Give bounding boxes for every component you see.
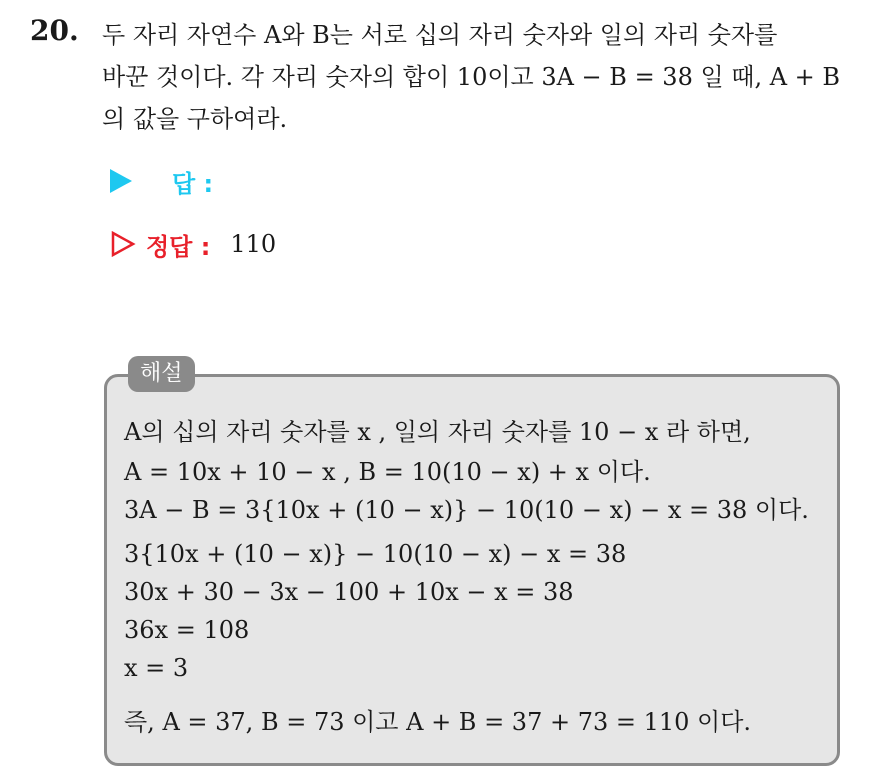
answer-row: [110, 163, 213, 199]
solution-tag: 해설: [128, 356, 195, 392]
question-line: 바꾼 것이다. 각 자리 숫자의 합이 10이고 3A − B = 38 일 때, A + B: [102, 63, 841, 91]
solution-line: 3{10x + (10 − x)} − 10(10 − x) − x = 38: [124, 540, 627, 568]
solution-line: A = 10x + 10 − x , B = 10(10 − x) + x 이다.: [124, 458, 651, 486]
question-line: 의 값을 구하여라.: [102, 105, 288, 133]
question-text: [102, 14, 872, 140]
solution-line: 30x + 30 − 3x − 100 + 10x − x = 38: [124, 578, 574, 606]
solution-line: 3A − B = 3{10x + (10 − x)} − 10(10 − x) − x = 38 이다.: [124, 496, 809, 524]
correct-answer-label: 정답 :: [146, 232, 211, 261]
solution-line: A의 십의 자리 숫자를 x , 일의 자리 숫자를 10 − x 라 하면,: [124, 418, 751, 446]
solution-line: x = 3: [124, 654, 189, 682]
answer-label: 답 :: [172, 169, 214, 198]
question-number: 20.: [30, 14, 79, 47]
solution-line: 36x = 108: [124, 616, 250, 644]
solution-line: 즉, A = 37, B = 73 이고 A + B = 37 + 73 = 110 이다.: [124, 708, 752, 736]
play-triangle-icon: [110, 169, 132, 193]
outline-triangle-icon: [110, 231, 136, 257]
correct-answer-value: 110: [230, 230, 277, 258]
correct-answer-row: [110, 226, 276, 262]
question-line: 두 자리 자연수 A와 B는 서로 십의 자리 숫자와 일의 자리 숫자를: [102, 21, 778, 49]
